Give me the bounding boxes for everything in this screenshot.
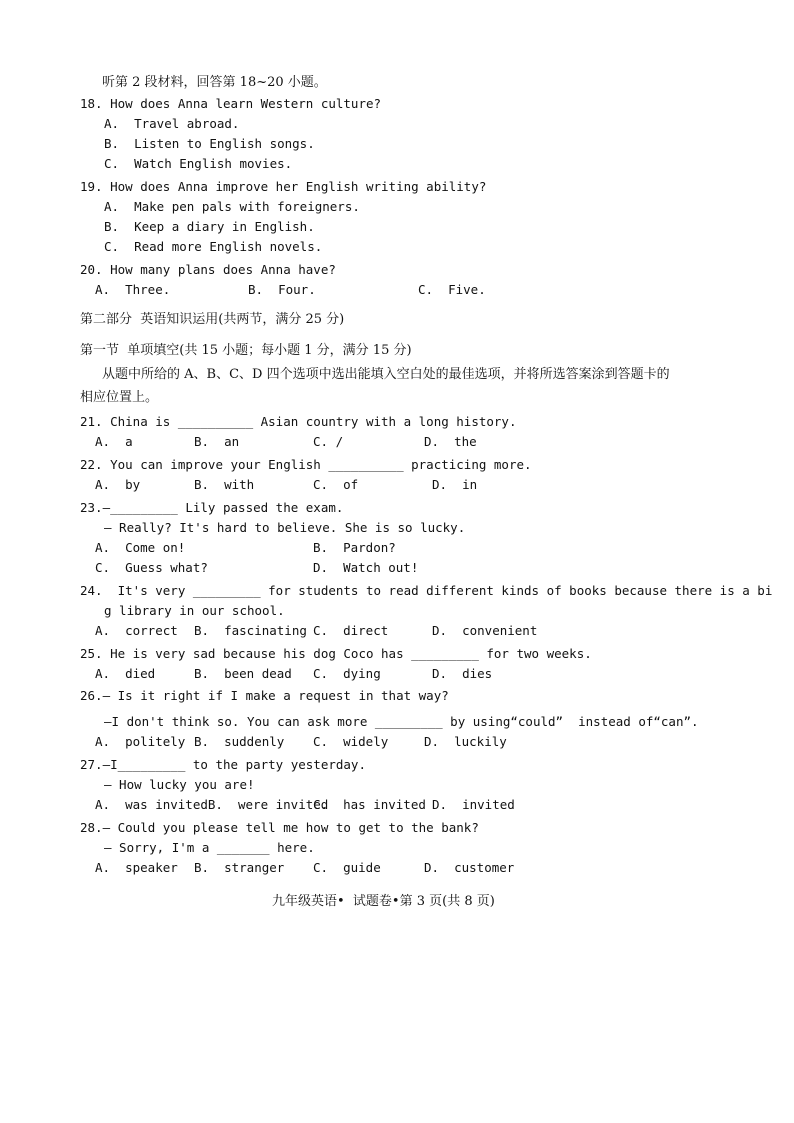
question-23-option-a: A. Come on!: [95, 540, 186, 555]
question-22-stem: 22. You can improve your English __________ practicing more.: [80, 457, 532, 472]
question-28-option-b: B. stranger: [194, 860, 285, 875]
question-26-option-d: D. luckily: [424, 734, 507, 749]
question-20-option-a: A. Three.: [95, 282, 171, 297]
question-23-stem: 23.—_________ Lily passed the exam.: [80, 500, 344, 515]
section-intro: 听第 2 段材料，回答第 18~20 小题。: [102, 75, 327, 90]
question-26-option-a: A. politely: [95, 734, 186, 749]
question-27-option-a-b: A. was invitedB. were invited: [95, 797, 329, 812]
question-27-option-c: C. has invited: [313, 797, 426, 812]
question-20-stem: 20. How many plans does Anna have?: [80, 262, 336, 277]
question-26-option-b: B. suddenly: [194, 734, 285, 749]
question-23-option-b: B. Pardon?: [313, 540, 396, 555]
question-22-option-a: A. by: [95, 477, 141, 492]
question-24-option-d: D. convenient: [432, 623, 538, 638]
question-21-option-b: B. an: [194, 434, 240, 449]
question-22-option-b: B. with: [194, 477, 255, 492]
question-19-option-a: A. Make pen pals with foreigners.: [104, 199, 360, 214]
page-footer: 九年级英语• 试题卷•第 3 页(共 8 页): [272, 894, 495, 909]
question-18-option-c: C. Watch English movies.: [104, 156, 293, 171]
question-28-option-d: D. customer: [424, 860, 515, 875]
question-19-option-c: C. Read more English novels.: [104, 239, 323, 254]
question-20-option-c: C. Five.: [418, 282, 486, 297]
question-20-option-b: B. Four.: [248, 282, 316, 297]
question-24-stem-cont: g library in our school.: [104, 603, 285, 618]
question-18-stem: 18. How does Anna learn Western culture?: [80, 96, 382, 111]
question-24-option-c: C. direct: [313, 623, 389, 638]
question-18-option-b: B. Listen to English songs.: [104, 136, 315, 151]
question-27-option-d: D. invited: [432, 797, 515, 812]
question-23-dialogue: — Really? It's hard to believe. She is so lucky.: [104, 520, 466, 535]
question-26-option-c: C. widely: [313, 734, 389, 749]
question-28-dialogue: — Sorry, I'm a _______ here.: [104, 840, 315, 855]
question-28-stem: 28.— Could you please tell me how to get to the bank?: [80, 820, 479, 835]
question-25-option-b: B. been dead: [194, 666, 292, 681]
section-1-instructions: 从题中所给的 A、B、C、D 四个选项中选出能填入空白处的最佳选项，并将所选答案涂到答题卡的: [102, 367, 670, 382]
section-1-instructions-cont: 相应位置上。: [80, 390, 159, 405]
question-27-dialogue: — How lucky you are!: [104, 777, 255, 792]
question-24-stem: 24. It's very _________ for students to read different kinds of books because there is a bi: [80, 583, 773, 598]
question-25-stem: 25. He is very sad because his dog Coco has _________ for two weeks.: [80, 646, 592, 661]
question-23-option-d: D. Watch out!: [313, 560, 419, 575]
question-24-option-a: A. correct: [95, 623, 178, 638]
question-19-stem: 19. How does Anna improve her English writing ability?: [80, 179, 487, 194]
question-25-option-a: A. died: [95, 666, 156, 681]
question-21-option-d: D. the: [424, 434, 477, 449]
question-18-option-a: A. Travel abroad.: [104, 116, 240, 131]
question-28-option-c: C. guide: [313, 860, 381, 875]
question-26-dialogue: —I don't think so. You can ask more _________ by using“could” instead of“can”.: [104, 714, 699, 729]
question-21-stem: 21. China is __________ Asian country with a long history.: [80, 414, 517, 429]
question-21-option-a: A. a: [95, 434, 133, 449]
question-24-option-b: B. fascinating: [194, 623, 307, 638]
question-26-stem: 26.— Is it right if I make a request in that way?: [80, 688, 449, 703]
part-2-title: 第二部分 英语知识运用(共两节，满分 25 分): [80, 312, 345, 327]
question-27-stem: 27.—I_________ to the party yesterday.: [80, 757, 366, 772]
question-25-option-c: C. dying: [313, 666, 381, 681]
question-21-option-c: C. /: [313, 434, 344, 449]
question-28-option-a: A. speaker: [95, 860, 178, 875]
section-1-title: 第一节 单项填空(共 15 小题；每小题 1 分，满分 15 分): [80, 343, 412, 358]
question-25-option-d: D. dies: [432, 666, 493, 681]
question-22-option-c: C. of: [313, 477, 359, 492]
question-22-option-d: D. in: [432, 477, 478, 492]
question-23-option-c: C. Guess what?: [95, 560, 208, 575]
question-19-option-b: B. Keep a diary in English.: [104, 219, 315, 234]
